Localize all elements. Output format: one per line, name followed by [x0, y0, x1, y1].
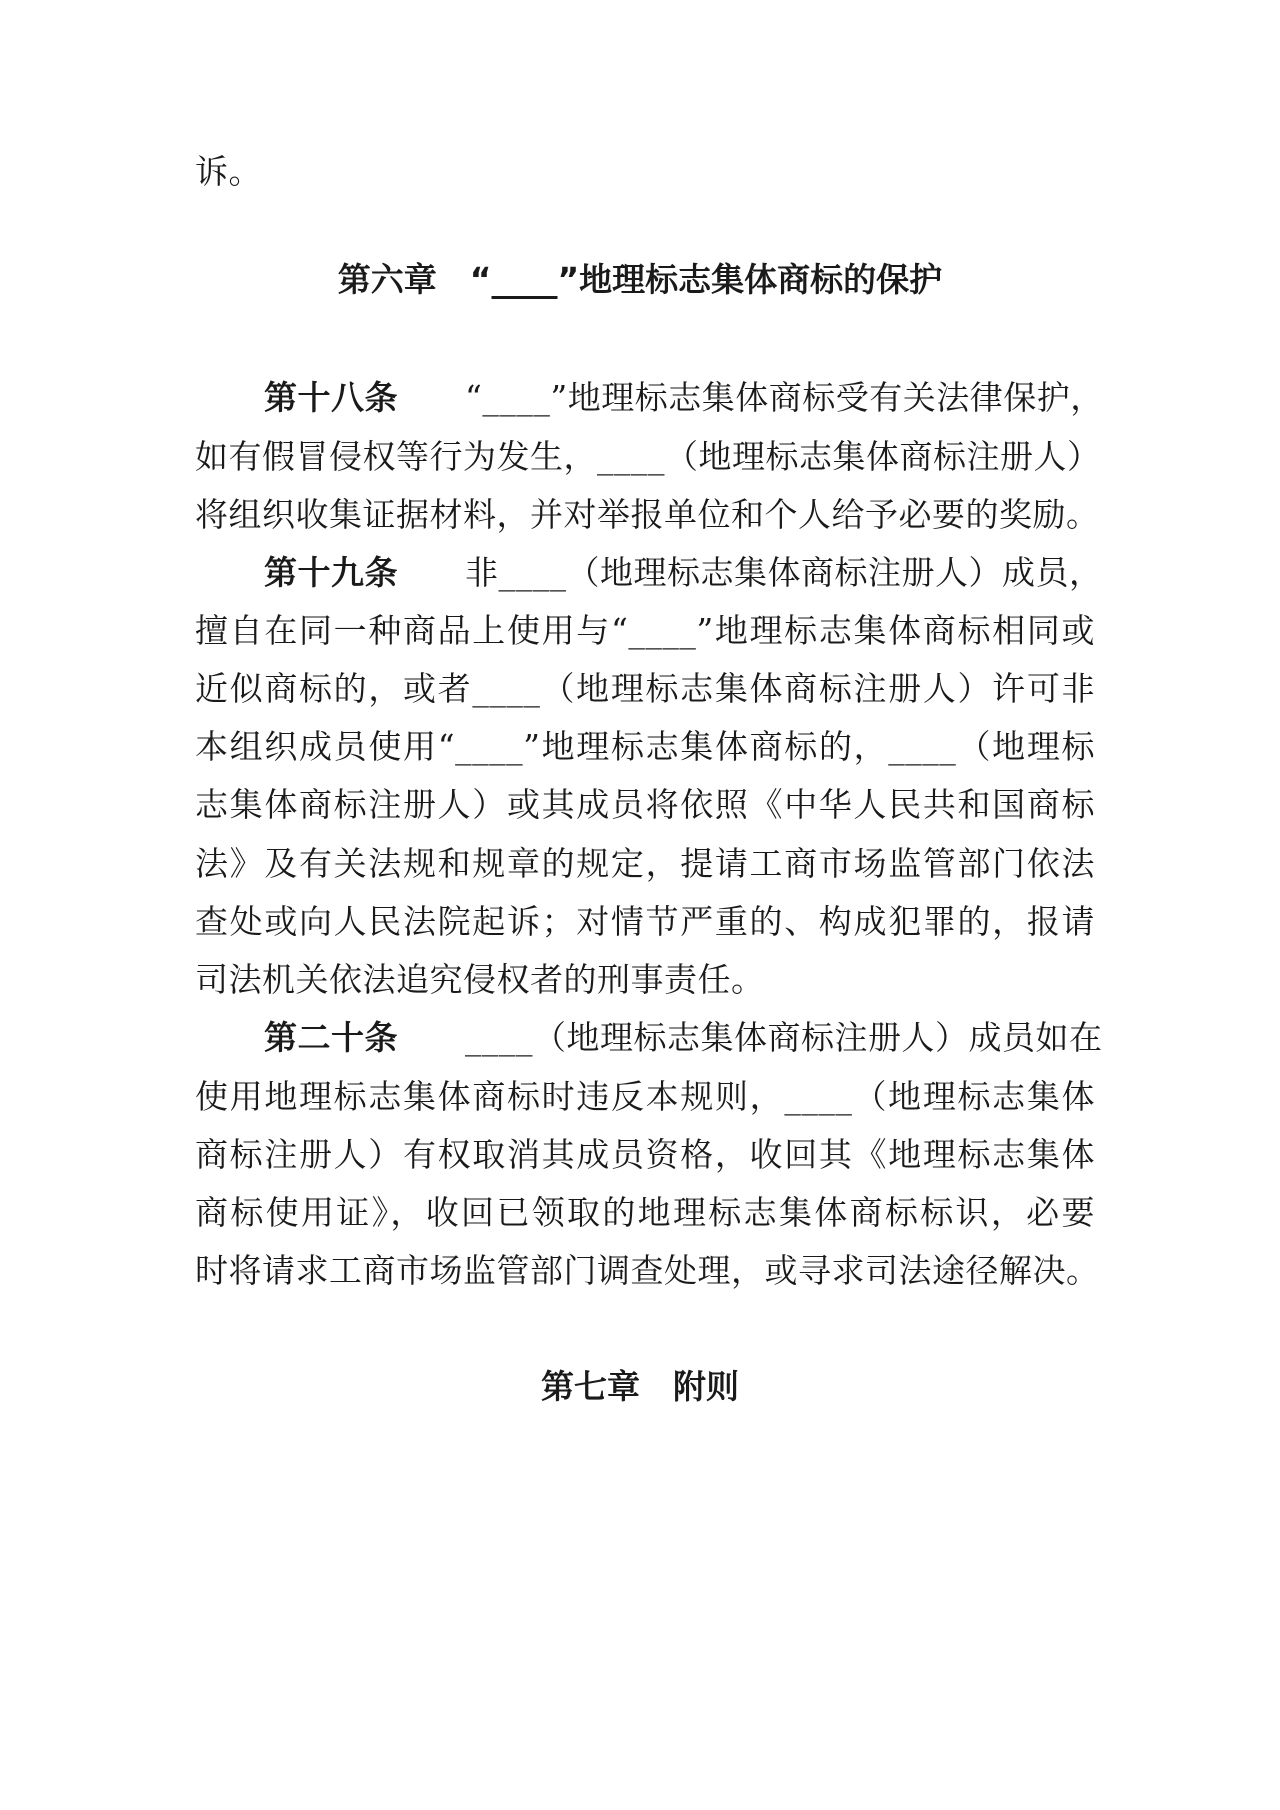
article-19-line-8: 司法机关依法追究侵权者的刑事责任。 [195, 960, 765, 999]
article-20-line-1 [264, 1018, 1103, 1058]
article-18-line-1 [264, 378, 1104, 418]
article-20-line-2: 使用地理标志集体商标时违反本规则，____（地理标志集体 [195, 1077, 1095, 1116]
article-19-line-4: 本组织成员使用“____”地理标志集体商标的，____（地理标 [195, 727, 1095, 766]
article-20-line-3: 商标注册人）有权取消其成员资格，收回其《地理标志集体 [195, 1135, 1095, 1174]
article-20-line-4: 商标使用证》，收回已领取的地理标志集体商标标识，必要 [195, 1193, 1095, 1232]
chapter-7-heading: 第七章 附则 [541, 1367, 739, 1406]
article-18-text-1: “____”地理标志集体商标受有关法律保护， [465, 378, 1104, 417]
article-20-label: 第二十条 [264, 1018, 398, 1057]
article-19-label: 第十九条 [264, 553, 398, 592]
article-19-text-1: 非____（地理标志集体商标注册人）成员， [465, 553, 1103, 592]
article-20-text-1: ____（地理标志集体商标注册人）成员如在 [465, 1018, 1103, 1057]
article-19-line-3: 近似商标的，或者____（地理标志集体商标注册人）许可非 [195, 669, 1095, 708]
chapter-6-heading: 第六章 “____”地理标志集体商标的保护 [337, 260, 943, 299]
article-19-line-7: 查处或向人民法院起诉；对情节严重的、构成犯罪的，报请 [195, 902, 1095, 941]
top-fragment: 诉。 [195, 152, 262, 191]
article-19-line-2: 擅自在同一种商品上使用与“____”地理标志集体商标相同或 [195, 611, 1095, 650]
article-19-line-1 [264, 553, 1103, 593]
article-19-line-6: 法》及有关法规和规章的规定，提请工商市场监管部门依法 [195, 844, 1095, 883]
article-18-line-2: 如有假冒侵权等行为发生，____（地理标志集体商标注册人） [195, 437, 1101, 476]
article-18-label: 第十八条 [264, 378, 398, 417]
article-18-line-3: 将组织收集证据材料，并对举报单位和个人给予必要的奖励。 [195, 495, 1100, 534]
article-20-line-5: 时将请求工商市场监管部门调查处理，或寻求司法途径解决。 [195, 1251, 1100, 1290]
article-19-line-5: 志集体商标注册人）或其成员将依照《中华人民共和国商标 [195, 785, 1095, 824]
